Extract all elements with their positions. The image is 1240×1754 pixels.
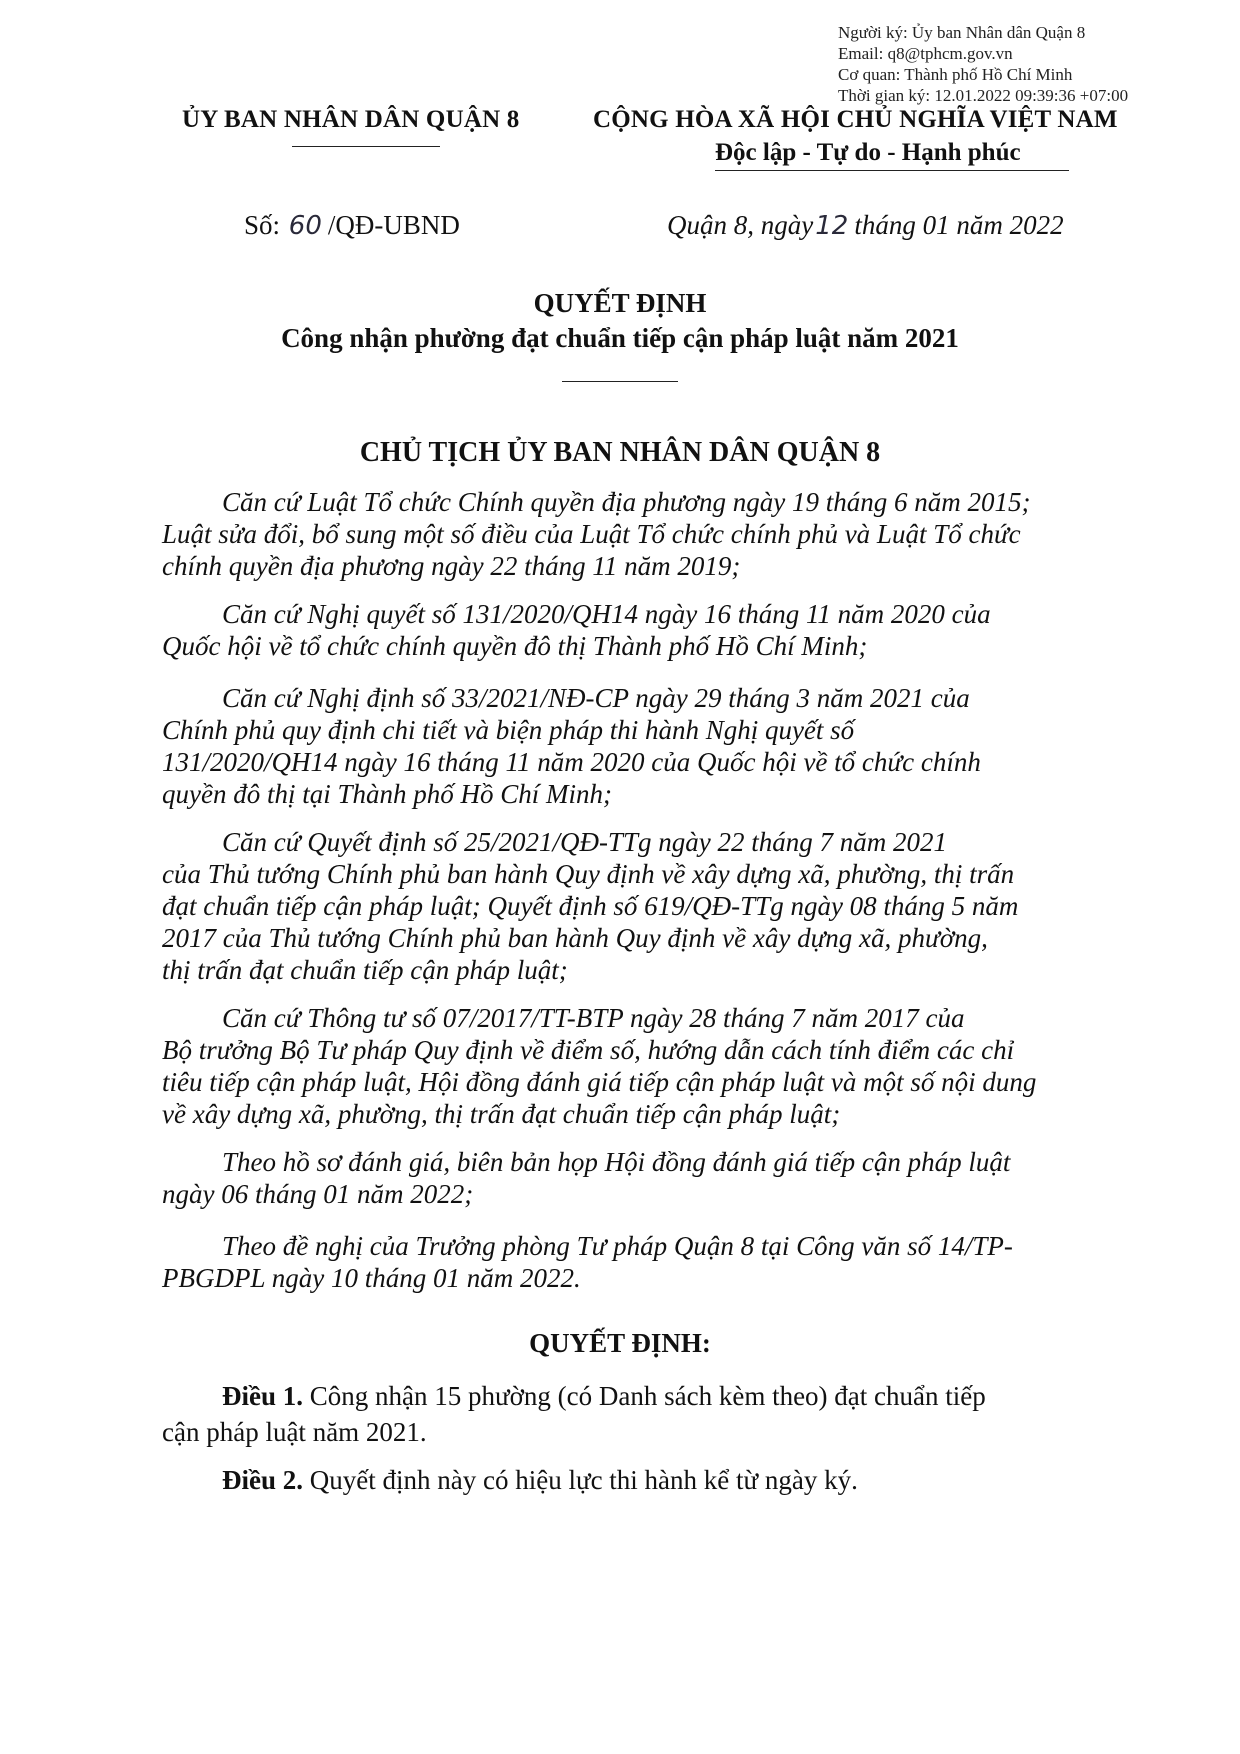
article-1-text: Công nhận 15 phường (có Danh sách kèm theo) đạt chuẩn tiếp [303,1381,986,1411]
basis-line: chính quyền địa phương ngày 22 tháng 11 năm 2019; [162,551,741,581]
legal-basis-6 [162,1146,1110,1210]
issuer-underline [292,146,440,147]
basis-line: Chính phủ quy định chi tiết và biện pháp thi hành Nghị quyết số [162,715,855,745]
basis-line: Căn cứ Nghị định số 33/2021/NĐ-CP ngày 29 tháng 3 năm 2021 của [222,683,970,713]
date-day-handwritten: 12 [815,211,849,241]
place-and-date [667,210,1064,241]
basis-line: ngày 06 tháng 01 năm 2022; [162,1179,474,1209]
title-underline [562,381,678,382]
doc-number-handwritten: 60 [288,211,322,241]
basis-line: đạt chuẩn tiếp cận pháp luật; Quyết định số 619/QĐ-TTg ngày 08 tháng 5 năm [162,891,1019,921]
basis-line: về xây dựng xã, phường, thị trấn đạt chuẩn tiếp cận pháp luật; [162,1099,841,1129]
article-2 [162,1462,1110,1498]
legal-basis-7 [162,1230,1110,1294]
signature-agency: Cơ quan: Thành phố Hồ Chí Minh [838,65,1073,84]
legal-basis-2 [162,598,1110,662]
article-2-line-1 [162,1462,1110,1498]
basis-line: Căn cứ Nghị quyết số 131/2020/QH14 ngày 16 tháng 11 năm 2020 của [222,599,991,629]
basis-line: Căn cứ Luật Tổ chức Chính quyền địa phương ngày 19 tháng 6 năm 2015; [222,487,1031,517]
article-1-label: Điều 1. [222,1381,303,1411]
doc-number-suffix: /QĐ-UBND [327,210,460,240]
legal-basis-3 [162,682,1110,810]
article-2-text: Quyết định này có hiệu lực thi hành kể từ ngày ký. [303,1465,858,1495]
basis-line: Bộ trưởng Bộ Tư pháp Quy định về điểm số, hướng dẫn cách tính điểm các chỉ [162,1035,1015,1065]
article-1-line-2: cận pháp luật năm 2021. [162,1417,427,1447]
article-1-line-1 [162,1378,1110,1414]
issuer-name: ỦY BAN NHÂN DÂN QUẬN 8 [182,106,520,133]
basis-line: tiêu tiếp cận pháp luật, Hội đồng đánh giá tiếp cận pháp luật và một số nội dung [162,1067,1037,1097]
legal-basis-4 [162,826,1110,986]
motto-underline [715,170,1069,171]
legal-basis-5 [162,1002,1110,1130]
basis-line: của Thủ tướng Chính phủ ban hành Quy định về xây dựng xã, phường, thị trấn [162,859,1015,889]
basis-line: 2017 của Thủ tướng Chính phủ ban hành Quy định về xây dựng xã, phường, [162,923,988,953]
place-date-prefix: Quận 8, ngày [667,210,814,240]
signature-signer: Người ký: Ủy ban Nhân dân Quận 8 [838,23,1086,42]
place-date-suffix: tháng 01 năm 2022 [854,210,1064,240]
basis-line: Căn cứ Thông tư số 07/2017/TT-BTP ngày 28 tháng 7 năm 2017 của [222,1003,965,1033]
national-motto: Độc lập - Tự do - Hạnh phúc [715,139,1021,166]
signature-email: Email: q8@tphcm.gov.vn [838,44,1013,63]
basis-line: Theo hồ sơ đánh giá, biên bản họp Hội đồng đánh giá tiếp cận pháp luật [222,1147,1011,1177]
basis-line: Căn cứ Quyết định số 25/2021/QĐ-TTg ngày 22 tháng 7 năm 2021 [222,827,947,857]
basis-line: Quốc hội về tổ chức chính quyền đô thị Thành phố Hồ Chí Minh; [162,631,868,661]
national-title: CỘNG HÒA XÃ HỘI CHỦ NGHĨA VIỆT NAM [593,106,1118,133]
basis-line: thị trấn đạt chuẩn tiếp cận pháp luật; [162,955,568,985]
issuing-authority: CHỦ TỊCH ỦY BAN NHÂN DÂN QUẬN 8 [359,437,881,468]
basis-line: quyền đô thị tại Thành phố Hồ Chí Minh; [162,779,612,809]
doc-number-prefix: Số: [244,210,281,240]
legal-basis-1 [162,486,1110,582]
digital-signature-block [838,22,1128,106]
signature-time: Thời gian ký: 12.01.2022 09:39:36 +07:00 [838,86,1129,105]
basis-line: Theo đề nghị của Trưởng phòng Tư pháp Quận 8 tại Công văn số 14/TP- [222,1231,1013,1261]
basis-line: 131/2020/QH14 ngày 16 tháng 11 năm 2020 của Quốc hội về tổ chức chính [162,747,981,777]
basis-line: Luật sửa đổi, bổ sung một số điều của Luật Tổ chức chính phủ và Luật Tổ chức [162,519,1021,549]
basis-line: PBGDPL ngày 10 tháng 01 năm 2022. [162,1263,581,1293]
article-1 [162,1378,1110,1450]
decision-title: QUYẾT ĐỊNH [533,288,707,318]
document-number [244,210,460,241]
decision-subject: Công nhận phường đạt chuẩn tiếp cận pháp luật năm 2021 [281,323,959,353]
decision-heading: QUYẾT ĐỊNH: [529,1328,711,1358]
article-2-label: Điều 2. [222,1465,303,1495]
